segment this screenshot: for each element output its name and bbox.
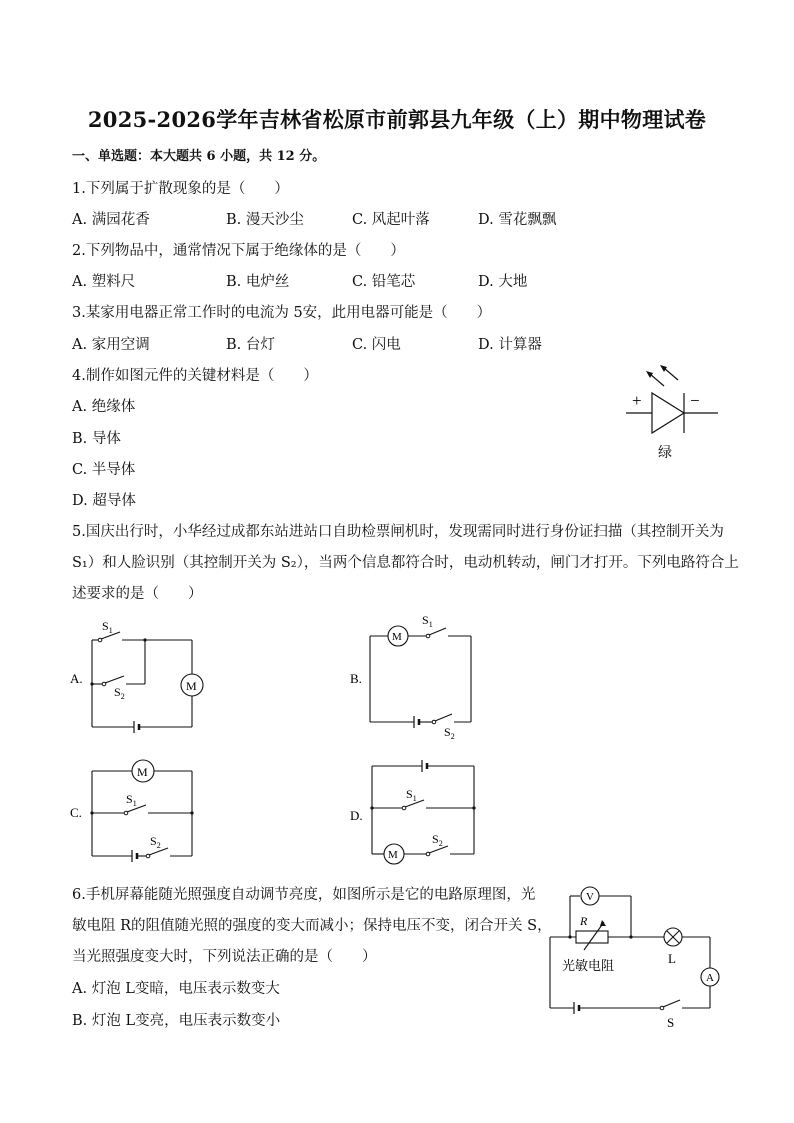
question-3-option-b: B. 台灯 (226, 337, 275, 353)
question-6-line-1: 6.手机屏幕能随光照强度自动调节亮度，如图所示是它的电路原理图，光 (72, 887, 536, 903)
question-4-option-d: D. 超导体 (72, 493, 136, 509)
question-5-line-2: S₁）和人脸识别（其控制开关为 S₂），当两个信息都符合时，电动机转动，闸门才打开。下列电路符合上 (72, 555, 739, 571)
voltmeter-symbol: V (586, 891, 594, 903)
circuit-b-label: B. (350, 671, 362, 686)
question-6-line-2: 敏电阻 R的阻值随光照的强度的变大而减小；保持电压不变，闭合开关 S， (72, 918, 552, 934)
question-4-stem: 4.制作如图元件的关键材料是（ ） (72, 368, 318, 384)
question-2-option-d: D. 大地 (478, 274, 528, 290)
ammeter-symbol: A (706, 972, 714, 984)
question-5-line-1: 5.国庆出行时，小华经过成都东站进站口自助检票闸机时，发现需同时进行身份证扫描（其控制开关为 (72, 524, 724, 540)
question-4-option-b: B. 导体 (72, 431, 121, 447)
question-3-stem: 3.某家用电器正常工作时的电流为 5安，此用电器可能是（ ） (72, 305, 492, 321)
circuit-c-s1-label: $S_1$ (126, 792, 137, 808)
circuit-a-s1-label: $S_1$ (102, 619, 113, 635)
question-6-option-b: B. 灯泡 L变亮，电压表示数变小 (72, 1013, 281, 1029)
question-1-option-d: D. 雪花飘飘 (478, 212, 557, 228)
circuit-d-s1-label: $S_1$ (406, 787, 417, 803)
question-1-option-a: A. 满园花香 (72, 212, 150, 228)
led-diagram (622, 360, 732, 465)
light-sensor-circuit (540, 878, 730, 1033)
circuit-b-s2-label: $S_2$ (444, 725, 455, 741)
circuit-a-s2-label: $S_2$ (114, 685, 125, 701)
circuit-d (348, 756, 488, 871)
question-3-option-d: D. 计算器 (478, 337, 542, 353)
circuit-a-motor: M (186, 679, 197, 693)
circuit-a-label: A. (70, 671, 83, 686)
question-2-option-c: C. 铅笔芯 (352, 274, 416, 290)
question-6-option-a: A. 灯泡 L变暗，电压表示数变大 (72, 981, 280, 997)
question-2-stem: 2.下列物品中，通常情况下属于绝缘体的是（ ） (72, 243, 405, 259)
circuit-c-label: C. (70, 805, 82, 820)
question-1-option-b: B. 漫天沙尘 (226, 212, 304, 228)
question-2-option-b: B. 电炉丝 (226, 274, 290, 290)
circuit-d-s2-label: $S_2$ (432, 832, 443, 848)
question-1-option-c: C. 风起叶落 (352, 212, 430, 228)
section-heading: 一、单选题：本大题共 6 小题，共 12 分。 (72, 149, 326, 164)
lamp-label: L (668, 951, 676, 966)
question-2-option-a: A. 塑料尺 (72, 274, 136, 290)
question-3-option-c: C. 闪电 (352, 337, 401, 353)
question-5-line-3: 述要求的是（ ） (72, 586, 203, 602)
circuit-c (68, 756, 208, 866)
circuit-c-motor: M (137, 765, 148, 779)
circuit-b-s1-label: $S_1$ (422, 613, 433, 629)
page-title: 2025-2026学年吉林省松原市前郭县九年级（上）期中物理试卷 (87, 107, 707, 132)
question-1-stem: 1.下列属于扩散现象的是（ ） (72, 181, 289, 197)
resistor-label: R (580, 914, 588, 928)
circuit-d-motor: M (388, 849, 398, 861)
led-caption: 绿 (658, 446, 672, 461)
question-3-option-a: A. 家用空调 (72, 337, 150, 353)
switch-label: S (667, 1015, 675, 1030)
circuit-b (348, 612, 488, 742)
question-4-option-c: C. 半导体 (72, 462, 136, 478)
led-minus-label: − (690, 391, 700, 410)
circuit-c-s2-label: $S_2$ (150, 834, 161, 850)
question-4-option-a: A. 绝缘体 (72, 399, 136, 415)
resistor-caption: 光敏电阻 (562, 958, 615, 973)
question-6-line-3: 当光照强度变大时，下列说法正确的是（ ） (72, 949, 377, 965)
circuit-a (68, 612, 218, 737)
led-plus-label: + (632, 391, 642, 410)
circuit-b-motor: M (392, 631, 402, 643)
circuit-d-label: D. (350, 808, 363, 823)
